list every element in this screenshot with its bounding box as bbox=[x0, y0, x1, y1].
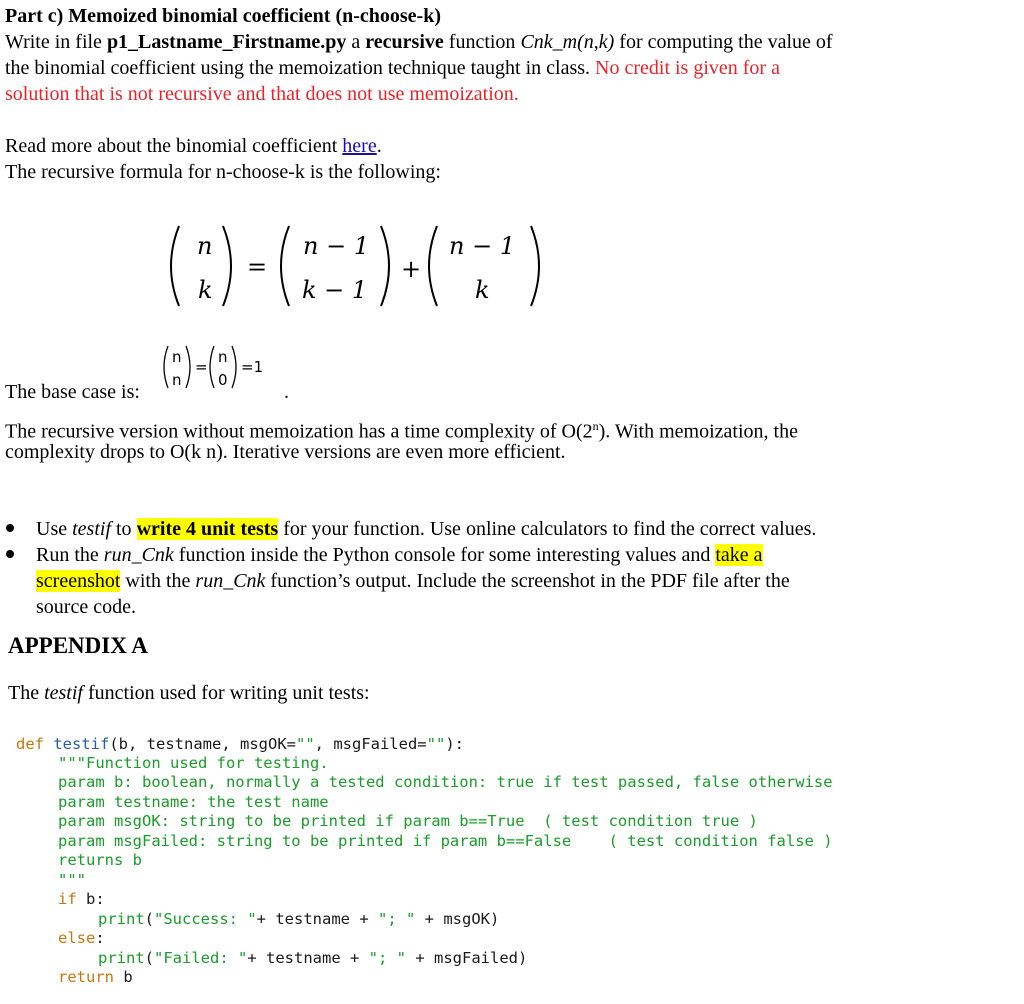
warning-text-line-2: solution that is not recursive and that does not use memoization. bbox=[5, 83, 519, 105]
lhs-bottom: k bbox=[198, 276, 213, 304]
complexity-line-2: complexity drops to O(k n). Iterative versions are even more efficient. bbox=[5, 441, 566, 463]
appendix-heading: APPENDIX A bbox=[8, 633, 148, 658]
testif-word: testif bbox=[44, 682, 83, 704]
bullet-1 bbox=[36, 517, 816, 542]
function-name: testif bbox=[53, 735, 110, 753]
plus-sign: + bbox=[401, 255, 422, 283]
intro-line-1 bbox=[5, 30, 833, 55]
right-paren bbox=[531, 226, 539, 306]
page-title: Part c) Memoized binomial coefficient (n-choose-k) bbox=[5, 5, 441, 27]
bullet-2-line-3: source code. bbox=[36, 596, 136, 618]
bullet-2-line-1 bbox=[36, 543, 763, 568]
recursive-word: recursive bbox=[365, 31, 444, 53]
intro-text: function used for writing unit tests: bbox=[82, 682, 370, 704]
string-literal: "Failed: " bbox=[154, 949, 248, 967]
highlight-unit-tests: write 4 unit tests bbox=[136, 518, 279, 540]
string-literal: "; " bbox=[378, 910, 416, 928]
docstring-line: param b: boolean, normally a tested condition: true if test passed, false otherwise bbox=[58, 773, 833, 791]
term1-top: n − 1 bbox=[303, 232, 370, 260]
recursive-formula bbox=[165, 218, 555, 314]
term2-bottom: k bbox=[475, 276, 490, 304]
docstring-line: param testname: the test name bbox=[58, 793, 329, 811]
code-print-failed-line bbox=[98, 949, 527, 969]
lhs-top: n bbox=[197, 232, 213, 260]
code-print-success-line bbox=[98, 910, 499, 930]
print-call: print bbox=[98, 910, 145, 928]
formula-intro: The recursive formula for n-choose-k is the following: bbox=[5, 161, 441, 183]
docstring-line: param msgOK: string to be printed if param b==True ( test condition true ) bbox=[58, 812, 758, 830]
bullet-text: Run the bbox=[36, 544, 104, 566]
bullet-text: with the bbox=[120, 570, 196, 592]
code-text: + msgFailed) bbox=[406, 949, 528, 967]
def-keyword: def bbox=[16, 735, 44, 753]
return-keyword: return bbox=[58, 968, 114, 986]
code-else-line bbox=[58, 929, 105, 949]
right-paren bbox=[381, 226, 389, 306]
readmore-line bbox=[5, 134, 382, 159]
bullet-text: function’s output. Include the screenshot in the PDF file after the bbox=[265, 570, 790, 592]
base-b-top: n bbox=[218, 348, 228, 366]
code-def-line bbox=[16, 735, 464, 755]
bullet-2-line-2 bbox=[36, 569, 790, 594]
bullet-text: function inside the Python console for some interesting values and bbox=[173, 544, 716, 566]
string-literal: "; " bbox=[368, 949, 406, 967]
base-a-bottom: n bbox=[172, 371, 182, 389]
bullet-text: Use bbox=[36, 518, 73, 540]
code-text: , msgFailed= bbox=[314, 735, 427, 753]
left-paren bbox=[281, 226, 289, 306]
term1-bottom: k − 1 bbox=[302, 276, 368, 304]
base-period: . bbox=[284, 381, 289, 403]
intro-text: the binomial coefficient using the memoization technique taught in class. bbox=[5, 57, 596, 79]
base-case-label: The base case is: bbox=[5, 381, 140, 403]
bullet-dot bbox=[6, 550, 14, 558]
right-paren bbox=[232, 346, 236, 388]
code-text: + testname + bbox=[256, 910, 378, 928]
code-return-line bbox=[58, 968, 133, 988]
print-call: print bbox=[98, 949, 145, 967]
intro-line-2 bbox=[5, 56, 780, 81]
code-if-line bbox=[58, 890, 105, 910]
base-equals-one: =1 bbox=[241, 358, 264, 376]
if-keyword: if bbox=[58, 890, 77, 908]
docstring-line: """ bbox=[58, 871, 86, 889]
term2-top: n − 1 bbox=[449, 232, 516, 260]
left-paren bbox=[210, 346, 214, 388]
base-case-formula bbox=[160, 340, 290, 396]
code-text: b bbox=[114, 968, 133, 986]
run-cnk-word: run_Cnk bbox=[103, 544, 174, 566]
period: . bbox=[376, 135, 382, 157]
bullet-text: to bbox=[111, 518, 137, 540]
readmore-text: Read more about the binomial coefficient bbox=[5, 135, 343, 157]
code-text: (b, testname, msgOK= bbox=[109, 735, 296, 753]
testif-word: testif bbox=[72, 518, 111, 540]
base-equals: = bbox=[195, 358, 208, 376]
else-keyword: else bbox=[58, 929, 96, 947]
highlight-take-a: take a bbox=[715, 544, 763, 566]
bullet-text: for your function. Use online calculators to find the correct values. bbox=[278, 518, 817, 540]
code-text: b: bbox=[76, 890, 105, 908]
highlight-screenshot: screenshot bbox=[36, 570, 121, 592]
intro-text: a bbox=[346, 31, 366, 53]
equals-sign: = bbox=[247, 253, 268, 281]
docstring-line: """Function used for testing. bbox=[58, 754, 329, 772]
function-name: Cnk_m(n,k) bbox=[520, 31, 615, 53]
docstring-line: param msgFailed: string to be printed if param b==False ( test condition false ) bbox=[58, 832, 833, 850]
filename: p1_Lastname_Firstname.py bbox=[106, 31, 347, 53]
docstring-line: returns b bbox=[58, 851, 142, 869]
code-text: + msgOK) bbox=[415, 910, 500, 928]
left-paren bbox=[429, 226, 437, 306]
warning-text: No credit is given for a bbox=[595, 57, 780, 79]
code-text: ( bbox=[144, 949, 155, 967]
code-text: ( bbox=[144, 910, 155, 928]
complexity-text: ). With memoization, the bbox=[598, 420, 798, 443]
base-a-top: n bbox=[172, 348, 182, 366]
base-b-bottom: 0 bbox=[218, 371, 228, 389]
string-literal: "" bbox=[295, 735, 315, 753]
intro-text: Write in file bbox=[5, 31, 107, 53]
code-text: : bbox=[95, 929, 105, 947]
intro-text: for computing the value of bbox=[614, 31, 833, 53]
intro-text: function bbox=[443, 31, 521, 53]
complexity-text: The recursive version without memoization has a time complexity of O(2 bbox=[5, 420, 593, 443]
left-paren bbox=[164, 346, 168, 388]
exponent: n bbox=[592, 419, 599, 433]
bullet-dot bbox=[6, 524, 14, 532]
run-cnk-word: run_Cnk bbox=[195, 570, 266, 592]
left-paren bbox=[171, 226, 179, 306]
right-paren bbox=[223, 226, 231, 306]
string-literal: "Success: " bbox=[154, 910, 257, 928]
intro-text: The bbox=[8, 682, 45, 704]
testif-intro bbox=[8, 681, 370, 706]
code-text: ): bbox=[445, 735, 464, 753]
here-link[interactable]: here bbox=[342, 135, 377, 157]
right-paren bbox=[186, 346, 190, 388]
code-text: + testname + bbox=[247, 949, 369, 967]
string-literal: "" bbox=[426, 735, 446, 753]
